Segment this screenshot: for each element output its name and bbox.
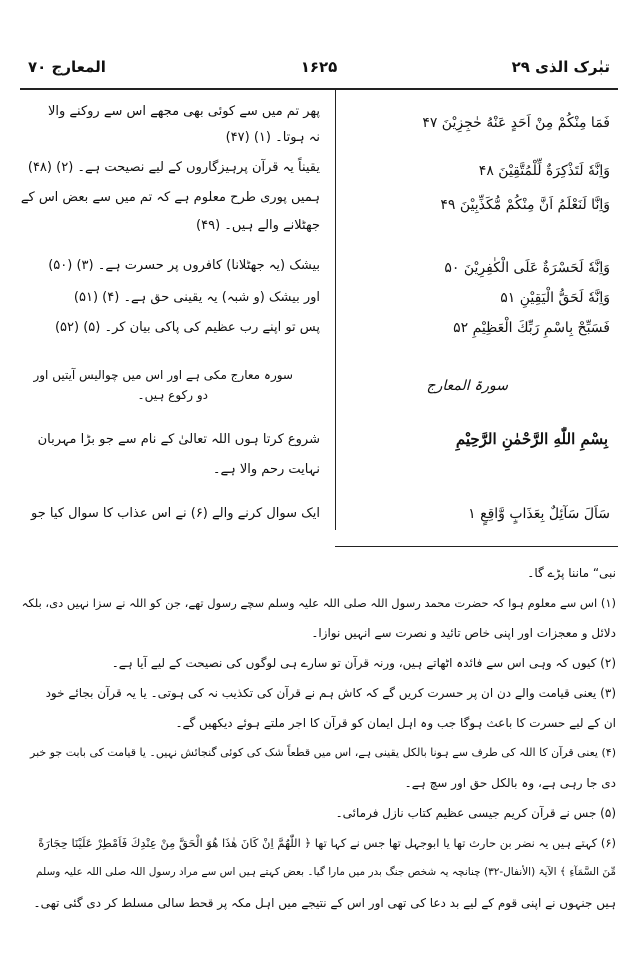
footnote-separator [335,546,618,547]
footnote-line: (۴) یعنی قرآن کا اللہ کی طرف سے ہونا بالکل یقینی ہے، اس میں قطعاً شک کی کوئی گنجائش نہیں۔ یا قیامت کی بابت جو خبر [30,746,616,759]
surah-intro-note: دو رکوع ہیں۔ [137,388,208,402]
footnote-line: (۵) جس نے قرآن کریم جیسی عظیم کتاب نازل فرمائی۔ [335,806,616,820]
header-rule [20,88,618,90]
footnote-line: ہیں جنہوں نے اپنی قوم کے لیے بد دعا کی تھی اور اس کے نتیجے میں اہل مکہ پر قحط سالی مسلط کر دی گئی تھی۔ [33,896,616,910]
translation-line: جھٹلانے والے ہیں۔ (۴۹) [196,218,320,233]
footnote-line: مِّنَ السَّمَآءِ ﴾ الآیۃ (الأنفال-۳۲) چنانچہ یہ شخص جنگ بدر میں مارا گیا۔ بعض کہتے ہیں اس سے مراد رسول اللہ صلی اللہ علیہ وسلم [36,866,616,878]
verse1-arabic: سَاَلَ سَآئِلٌ بِعَذَابٍ وَّاقِعٍ ۱ [468,506,610,522]
arabic-verse: وَاِنَّا لَنَعْلَمُ اَنَّ مِنْكُمْ مُّكَذِّبِيْنَ ۴۹ [440,197,610,213]
footnote-line: (۲) کیوں کہ وہی اس سے فائدہ اٹھاتے ہیں، ورنہ قرآن تو سارے ہی لوگوں کی نصیحت کے لیے آیا ہے۔ [111,656,616,670]
translation-line: اور بیشک (و شبہ) یہ یقینی حق ہے۔ (۴) (۵۱) [73,290,320,305]
column-divider [335,90,336,530]
footnote-line: ان کے لیے حسرت کا باعث ہوگا جب وہ اہل ایمان کو قرآن کا اجر ملتے ہوئے دیکھیں گے۔ [175,716,616,730]
bismillah-translation: نہایت رحم والا ہے۔ [212,462,320,477]
arabic-verse: فَسَبِّحْ بِاسْمِ رَبِّكَ الْعَظِيْمِ ۵۲ [453,320,610,336]
footnote-line: دلائل و معجزات اور اپنی خاص تائید و نصرت سے انہیں نوازا۔ [311,626,616,640]
translation-line: نہ ہوتا۔ (۱) (۴۷) [225,130,320,145]
footnote-line: نبی“ ماننا پڑے گا۔ [527,566,616,580]
arabic-verse: وَاِنَّهٗ لَحَقُّ الْيَقِيْنِ ۵۱ [500,290,610,306]
verse1-translation: ایک سوال کرنے والے (۶) نے اس عذاب کا سوال کیا جو [31,506,320,521]
surah-title: سورۃ المعارج [426,378,508,394]
translation-line: بیشک (یہ جھٹلانا) کافروں پر حسرت ہے۔ (۳) (۵۰) [48,258,320,273]
header-para-name: تبٰرک الذی ۲۹ [511,58,610,76]
surah-intro-note: سورہ معارج مکی ہے اور اس میں چوالیس آیتیں اور [33,368,293,382]
translation-line: یقیناً یہ قرآن پرہیزگاروں کے لیے نصیحت ہے۔ (۲) (۴۸) [27,160,320,175]
footnote-line: (۳) یعنی قیامت والے دن ان پر حسرت کریں گے کہ کاش ہم نے قرآن کی تکذیب نہ کی ہوتی۔ یا یہ قرآن بجائے خود [45,686,616,700]
header-page-number: ۱۶۲۵ [300,58,338,76]
header-surah-name: المعارج ۷۰ [28,58,106,76]
footnote-line: (۱) اس سے معلوم ہوا کہ حضرت محمد رسول اللہ صلی اللہ علیہ وسلم سچے رسول تھے، جن کو اللہ نے سزا نہیں دی، بلکہ [21,596,616,610]
arabic-verse: وَاِنَّهٗ لَحَسْرَةٌ عَلَى الْكٰفِرِيْنَ ۵۰ [444,260,610,276]
translation-line: پس تو اپنے رب عظیم کی پاکی بیان کر۔ (۵) (۵۲) [54,320,320,335]
arabic-verse: وَاِنَّهٗ لَتَذْكِرَةٌ لِّلْمُتَّقِيْنَ ۴۸ [478,163,610,179]
translation-line: پھر تم میں سے کوئی بھی مجھے اس سے روکنے والا [47,104,320,119]
bismillah-translation: شروع کرتا ہوں اللہ تعالیٰ کے نام سے جو بڑا مہربان [37,432,320,447]
translation-line: ہمیں پوری طرح معلوم ہے کہ تم میں سے بعض اس کے [20,190,320,205]
footnote-line: دی جا رہی ہے، وہ بالکل حق اور سچ ہے۔ [404,776,616,790]
bismillah: بِسْمِ اللّٰهِ الرَّحْمٰنِ الرَّحِيْمِ [455,430,608,448]
footnote-line: (۶) کہتے ہیں یہ نضر بن حارث تھا یا ابوجہل تھا جس نے کہا تھا ﴿ اللّٰهُمَّ اِنْ كَانَ هٰذَا هُوَ الْحَقَّ مِنْ عِنْدِكَ فَاَمْطِرْ عَلَيْنَا حِجَارَةً [38,836,616,850]
arabic-verse: فَمَا مِنْكُمْ مِنْ اَحَدٍ عَنْهُ حٰجِزِيْنَ ۴۷ [422,115,610,131]
